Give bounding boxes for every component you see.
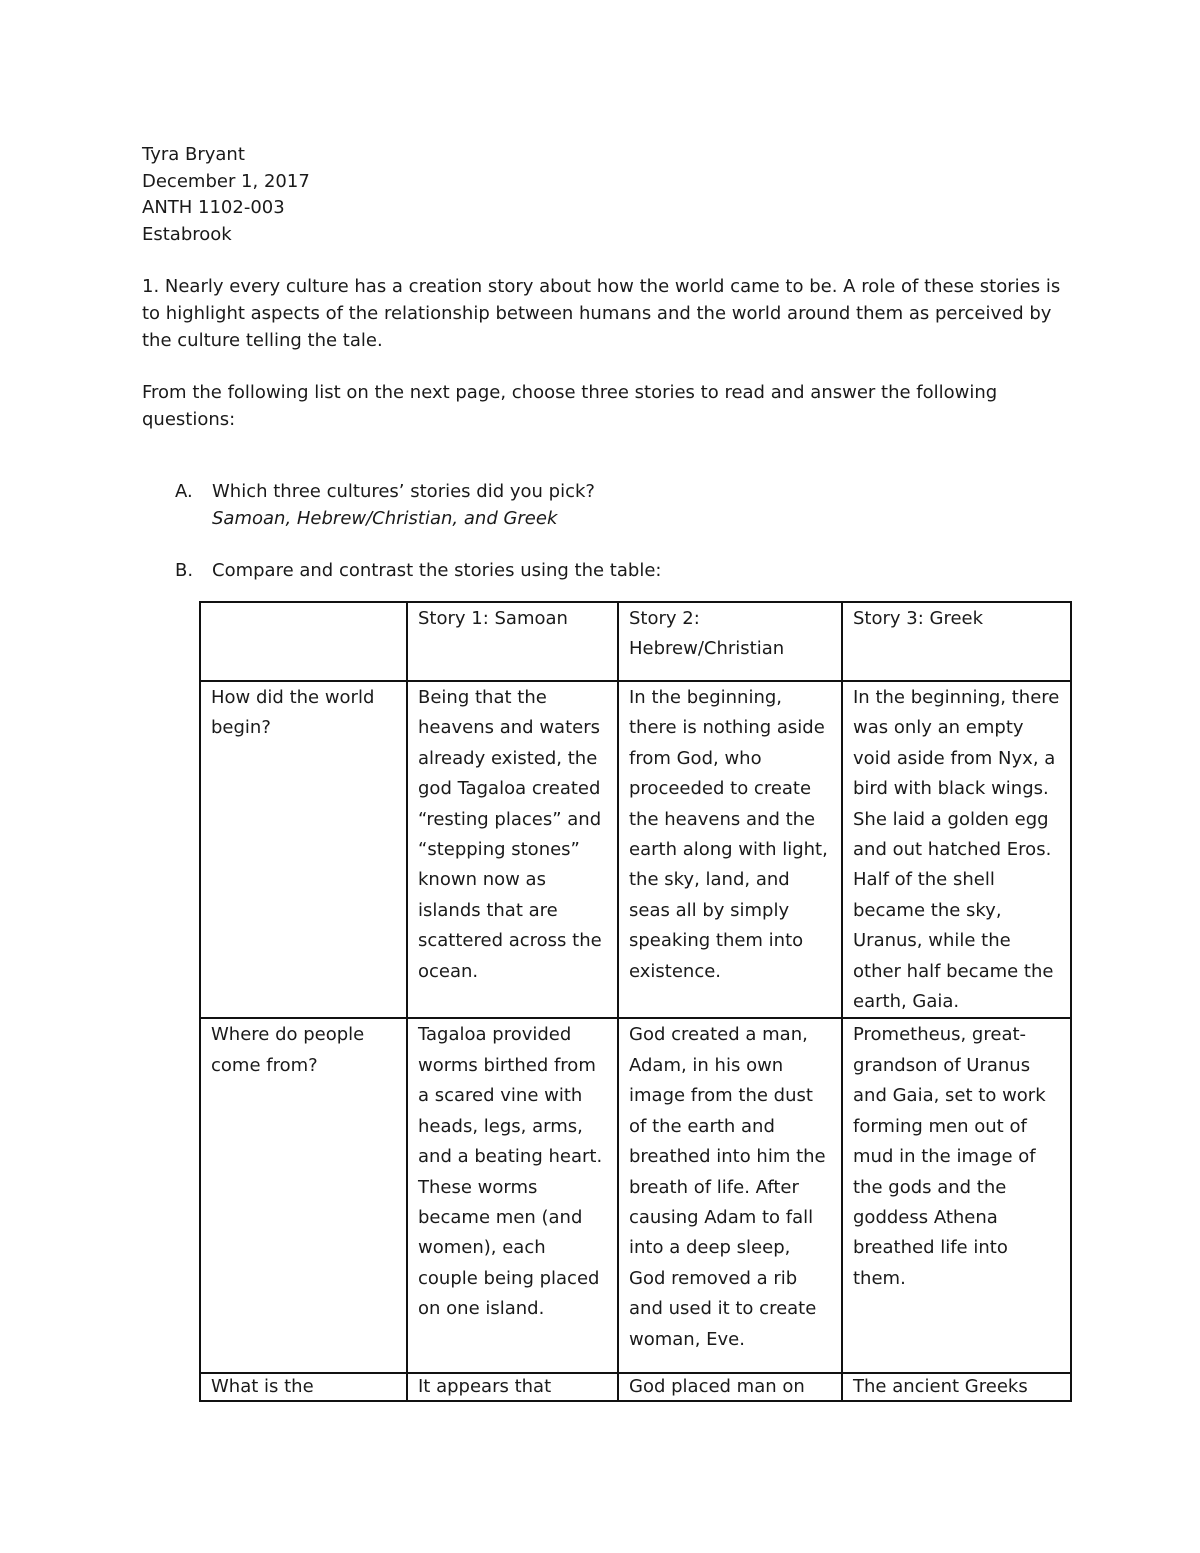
row-question-cell: What is the [200,1373,407,1401]
question-1-prompt: 1. Nearly every culture has a creation story about how the world came to be. A role of these stories is to highlight aspects of the relationship between humans and the world around them as perceived by the culture telling the tale. [142,276,1061,351]
table-row [200,1018,1071,1373]
row-question-cell: How did the world begin? [200,681,407,1018]
table-row [200,1373,1071,1401]
table-header-cell: Story 2: Hebrew/Christian [618,602,842,681]
table-cell: Prometheus, great-grandson of Uranus and Gaia, set to work forming men out of mud in the image of the gods and the goddess Athena breathed life into them. [842,1018,1071,1373]
table-cell: In the beginning, there was only an empty void aside from Nyx, a bird with black wings. She laid a golden egg and out hatched Eros. Half of the shell became the sky, Uranus, while the other half became the earth, Gaia. [842,681,1071,1018]
document-header [142,142,310,248]
course-code: ANTH 1102-003 [142,197,285,218]
table-row [200,681,1071,1018]
table-header-row [200,602,1071,681]
table-header-cell: Story 3: Greek [842,602,1071,681]
question-b-text: Compare and contrast the stories using the table: [212,560,662,581]
table-cell: It appears that [407,1373,618,1401]
table-header-cell: Story 1: Samoan [407,602,618,681]
table-cell: In the beginning, there is nothing aside from God, who proceeded to create the heavens and the earth along with light, the sky, land, and seas all by simply speaking them into existence. [618,681,842,1018]
table-cell: The ancient Greeks [842,1373,1071,1401]
instructor-name: Estabrook [142,223,232,245]
table-header-cell [200,602,407,681]
question-a-letter: A. [175,481,193,502]
comparison-table [199,601,1072,1402]
question-b-letter: B. [175,560,194,581]
document-date: December 1, 2017 [142,170,310,192]
table-cell: God created a man, Adam, in his own image from the dust of the earth and breathed into him the breath of life. After causing Adam to fall into a deep sleep, God removed a rib and used it to create woman, Eve. [618,1018,842,1373]
table-cell: Tagaloa provided worms birthed from a scared vine with heads, legs, arms, and a beating heart. These worms became men (and women), each couple being placed on one island. [407,1018,618,1373]
row-question-cell: Where do people come from? [200,1018,407,1373]
question-a-text: Which three cultures’ stories did you pick? [212,481,595,502]
author-name: Tyra Bryant [142,144,245,165]
table-cell: Being that the heavens and waters already existed, the god Tagaloa created “resting places” and “stepping stones” known now as islands that are scattered across the ocean. [407,681,618,1018]
table-cell: God placed man on [618,1373,842,1401]
instruction-text: From the following list on the next page, choose three stories to read and answer the following questions: [142,382,998,430]
question-a-answer: Samoan, Hebrew/Christian, and Greek [212,508,558,529]
